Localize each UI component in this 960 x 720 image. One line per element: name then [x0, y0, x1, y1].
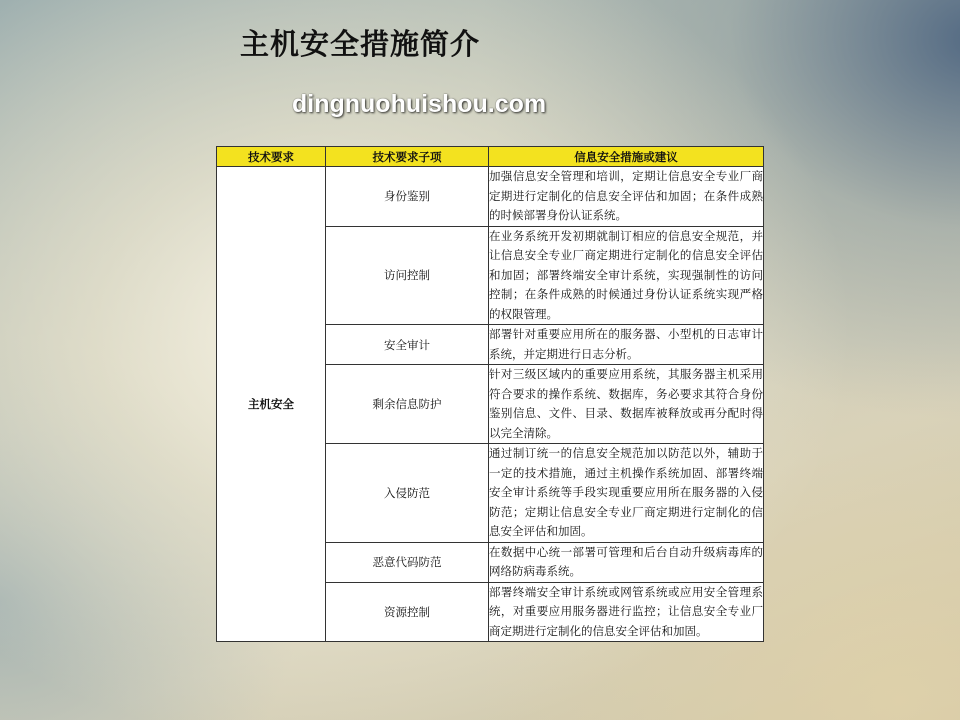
subitem-cell: 入侵防范	[326, 444, 489, 543]
subitem-cell: 剩余信息防护	[326, 365, 489, 444]
page-title: 主机安全措施简介	[240, 27, 481, 61]
subitem-cell: 访问控制	[326, 226, 489, 325]
measure-cell: 加强信息安全管理和培训，定期让信息安全专业厂商定期进行定制化的信息安全评估和加固；在条件成熟的时候部署身份认证系统。	[489, 167, 764, 227]
subitem-cell: 身份鉴别	[326, 167, 489, 227]
header-tech-subitem: 技术要求子项	[326, 147, 489, 167]
measure-cell: 部署终端安全审计系统或网管系统或应用安全管理系统，对重要应用服务器进行监控；让信息安全专业厂商定期进行定制化的信息安全评估和加固。	[489, 582, 764, 642]
subitem-cell: 安全审计	[326, 325, 489, 365]
header-security-measure: 信息安全措施或建议	[489, 147, 764, 167]
subitem-cell: 资源控制	[326, 582, 489, 642]
table-header-row	[217, 147, 764, 167]
measure-cell: 部署针对重要应用所在的服务器、小型机的日志审计系统，并定期进行日志分析。	[489, 325, 764, 365]
header-tech-requirement: 技术要求	[217, 147, 326, 167]
measure-cell: 针对三级区域内的重要应用系统，其服务器主机采用符合要求的操作系统、数据库，务必要求其符合身份鉴别信息、文件、目录、数据库被释放或再分配时得以完全清除。	[489, 365, 764, 444]
watermark-text: dingnuohuishou.com	[292, 90, 547, 118]
measure-cell: 在业务系统开发初期就制订相应的信息安全规范，并让信息安全专业厂商定期进行定制化的信息安全评估和加固；部署终端安全审计系统，实现强制性的访问控制；在条件成熟的时候通过身份认证系统实现严格的权限管理。	[489, 226, 764, 325]
table-row	[217, 167, 764, 227]
measure-cell: 通过制订统一的信息安全规范加以防范以外，辅助于一定的技术措施，通过主机操作系统加固、部署终端安全审计系统等手段实现重要应用所在服务器的入侵防范；定期让信息安全专业厂商定期进行定制化的信息安全评估和加固。	[489, 444, 764, 543]
subitem-cell: 恶意代码防范	[326, 542, 489, 582]
measure-cell: 在数据中心统一部署可管理和后台自动升级病毒库的网络防病毒系统。	[489, 542, 764, 582]
security-measures-table	[216, 146, 764, 642]
category-cell: 主机安全	[217, 167, 326, 642]
